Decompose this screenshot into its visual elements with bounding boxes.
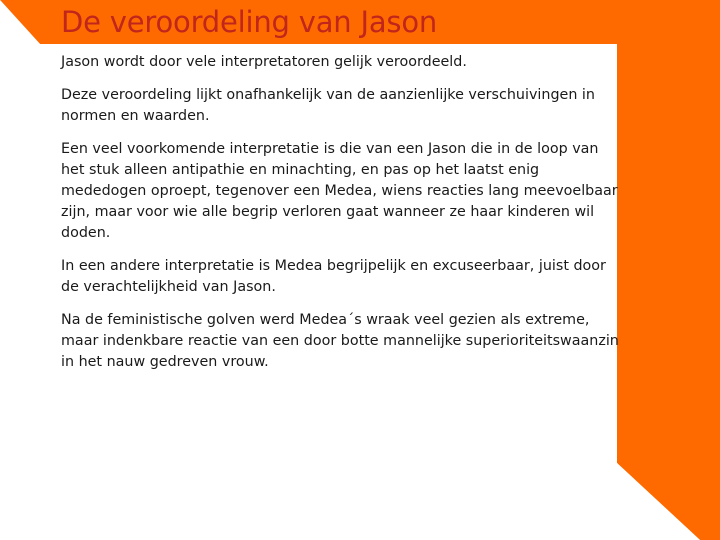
paragraph-3: Een veel voorkomende interpretatie is die van een Jason die in de loop van het stuk alleen antipathie en minachting, en pas op het laatst enig mededogen oproept, tegenover een Medea, wiens reacties lang meevoelbaar zijn, maar voor wie alle begrip verloren gaat wanneer ze haar kinderen wil doden. <box>61 141 618 241</box>
slide-body <box>61 52 621 385</box>
paragraph-1: Jason wordt door vele interpretatoren gelijk veroordeeld. <box>61 54 467 70</box>
slide-title: De veroordeling van Jason <box>61 5 438 39</box>
paragraph-5: Na de feministische golven werd Medea´s wraak veel gezien als extreme, maar indenkbare reactie van een door botte mannelijke superioriteitswaanzin in het nauw gedreven vrouw. <box>61 312 619 370</box>
paragraph-2: Deze veroordeling lijkt onafhankelijk van de aanzienlijke verschuivingen in normen en waarden. <box>61 87 595 124</box>
paragraph-4: In een andere interpretatie is Medea begrijpelijk en excuseerbaar, juist door de verachtelijkheid van Jason. <box>61 258 606 295</box>
